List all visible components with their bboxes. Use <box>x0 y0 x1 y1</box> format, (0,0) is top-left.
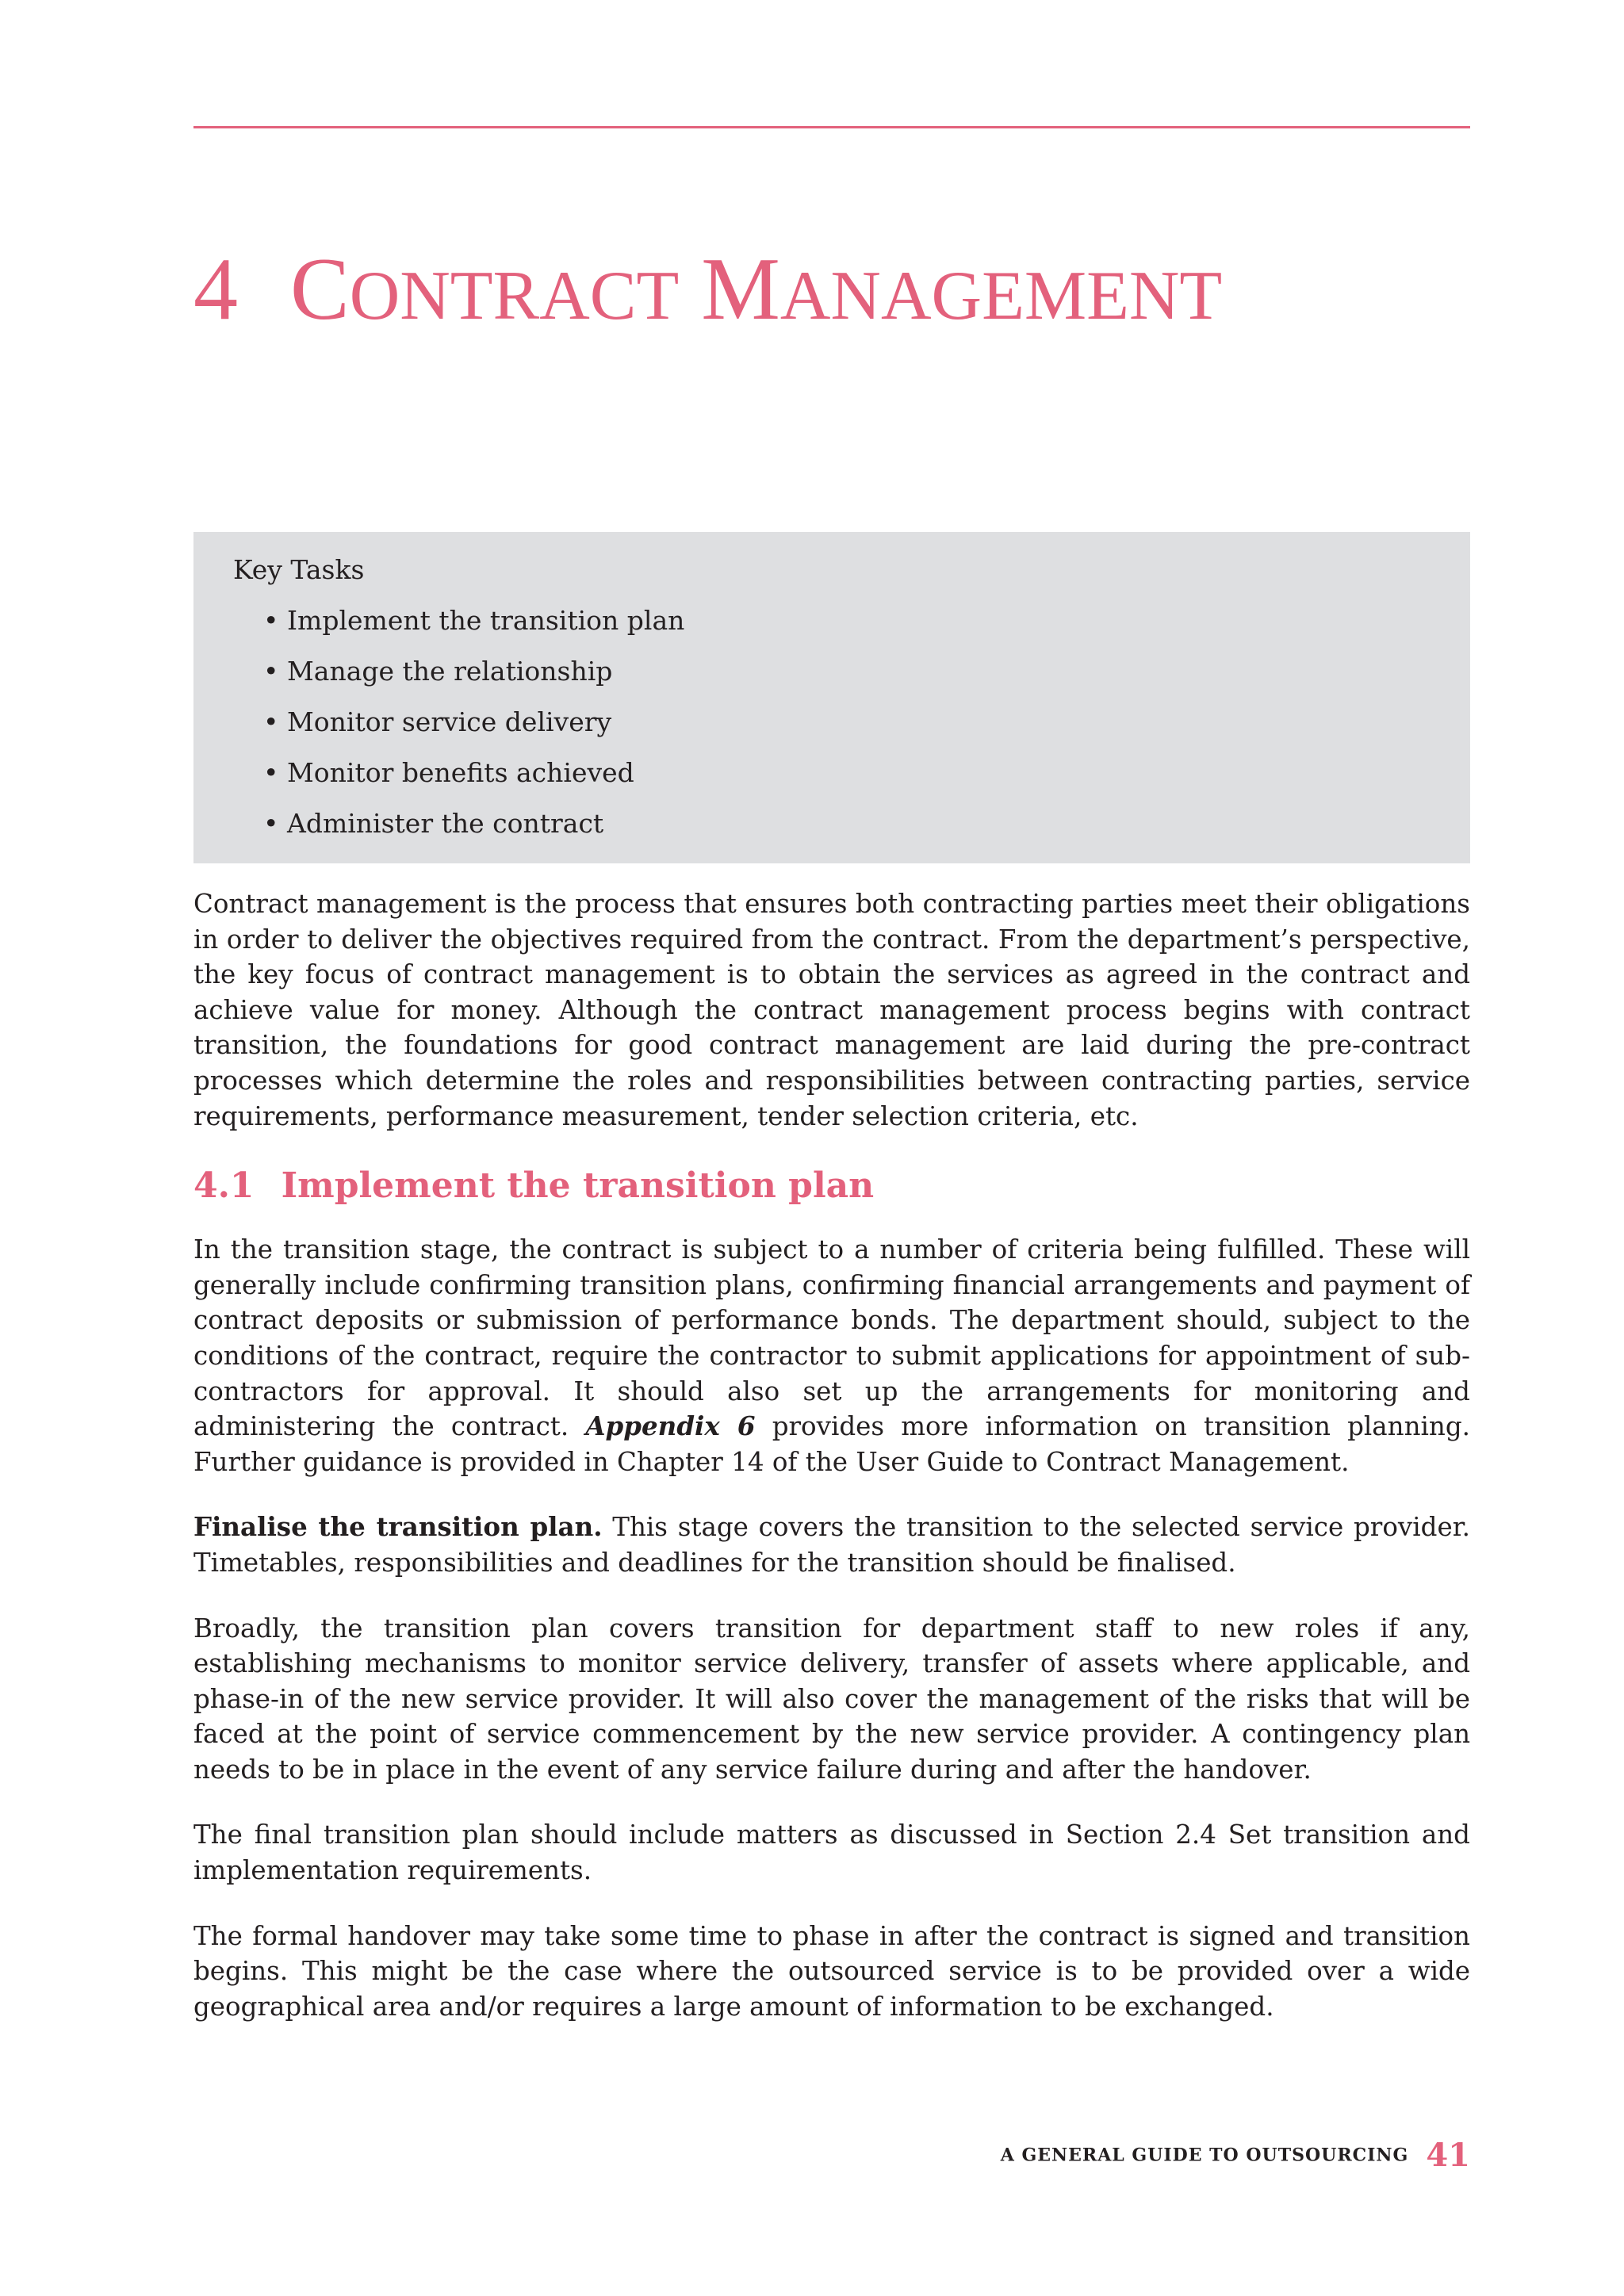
bullet-icon: • <box>263 706 279 737</box>
finalise-plan-lead: Finalise the transition plan. <box>193 1511 603 1543</box>
key-task-label: Monitor benefits achieved <box>287 757 634 788</box>
key-task-label: Administer the contract <box>287 808 604 839</box>
chapter-title-rest-2: ANAGEMENT <box>779 258 1223 335</box>
key-task-item <box>263 705 1470 740</box>
finalise-plan-paragraph <box>193 1510 1470 1580</box>
chapter-title <box>193 238 1222 348</box>
paragraph-text: This stage covers the transition to the selected service provider. Timetables, responsibilities and deadlines for the transition should be finalised. <box>193 1512 1470 1578</box>
key-task-label: Implement the transition plan <box>287 605 685 636</box>
transition-stage-paragraph <box>193 1232 1470 1479</box>
appendix-reference: Appendix 6 <box>585 1410 756 1442</box>
bullet-icon: • <box>263 757 279 788</box>
chapter-title-letter-1: C <box>290 240 350 339</box>
key-task-item <box>263 806 1470 841</box>
intro-paragraph: Contract management is the process that ensures both contracting parties meet their obligations in order to deliver the objectives required from the contract. From the department’s perspective, the key focus of contract management is to obtain the services as agreed in the contract and achieve value for money. Although the contract management process begins with contract transition, the foundations for good contract management are laid during the pre-contract processes which determine the roles and responsibilities between contracting parties, service requirements, performance measurement, tender selection criteria, etc. <box>193 889 1470 1131</box>
chapter-title-rest-1: ONTRACT <box>349 258 680 335</box>
chapter-title-letter-2: M <box>701 240 780 339</box>
bullet-icon: • <box>263 656 279 687</box>
body-content <box>193 886 1470 2054</box>
page-number: 41 <box>1426 2137 1470 2174</box>
broad-plan-paragraph: Broadly, the transition plan covers transition for department staff to new roles if any, establishing mechanisms to monitor service delivery, transfer of assets where applicable, and phase-in of the new service provider. It will also cover the management of the risks that will be faced at the point of service commencement by the new service provider. A contingency plan needs to be in place in the event of any service failure during and after the handover. <box>193 1613 1470 1785</box>
key-tasks-box <box>193 532 1470 863</box>
section-title: Implement the transition plan <box>281 1165 875 1207</box>
page-footer <box>1001 2137 1470 2174</box>
running-title: A GENERAL GUIDE TO OUTSOURCING <box>1000 2145 1409 2166</box>
final-plan-paragraph: The final transition plan should include matters as discussed in Section 2.4 Set transition and implementation requirements. <box>193 1820 1470 1886</box>
chapter-number: 4 <box>193 240 238 339</box>
formal-handover-paragraph: The formal handover may take some time to phase in after the contract is signed and transition begins. This might be the case where the outsourced service is to be provided over a wide geographical area and/or requires a large amount of information to be exchanged. <box>193 1920 1470 2022</box>
section-number: 4.1 <box>193 1165 255 1207</box>
paragraph-text: In the transition stage, the contract is subject to a number of criteria being fulfilled. These will generally include confirming transition plans, confirming financial arrangements and payment of contract deposits or submission of performance bonds. The department should, subject to the conditions of the contract, require the contractor to submit applications for appointment of sub-contractors for approval. It should also set up the arrangements for monitoring and administering the contract. <box>193 1234 1470 1442</box>
key-task-item <box>263 756 1470 790</box>
paragraph-text: provides more information on transition planning. Further guidance is provided in Chapter 14 of the User Guide to Contract Management. <box>193 1411 1470 1477</box>
bullet-icon: • <box>263 605 279 636</box>
key-task-label: Monitor service delivery <box>287 706 612 737</box>
key-task-label: Manage the relationship <box>287 656 613 687</box>
key-tasks-list <box>233 603 1470 841</box>
key-task-item <box>263 603 1470 638</box>
top-rule <box>193 126 1470 128</box>
bullet-icon: • <box>263 808 279 839</box>
key-task-item <box>263 654 1470 689</box>
section-heading <box>193 1164 1470 1208</box>
key-tasks-title: Key Tasks <box>233 554 365 585</box>
